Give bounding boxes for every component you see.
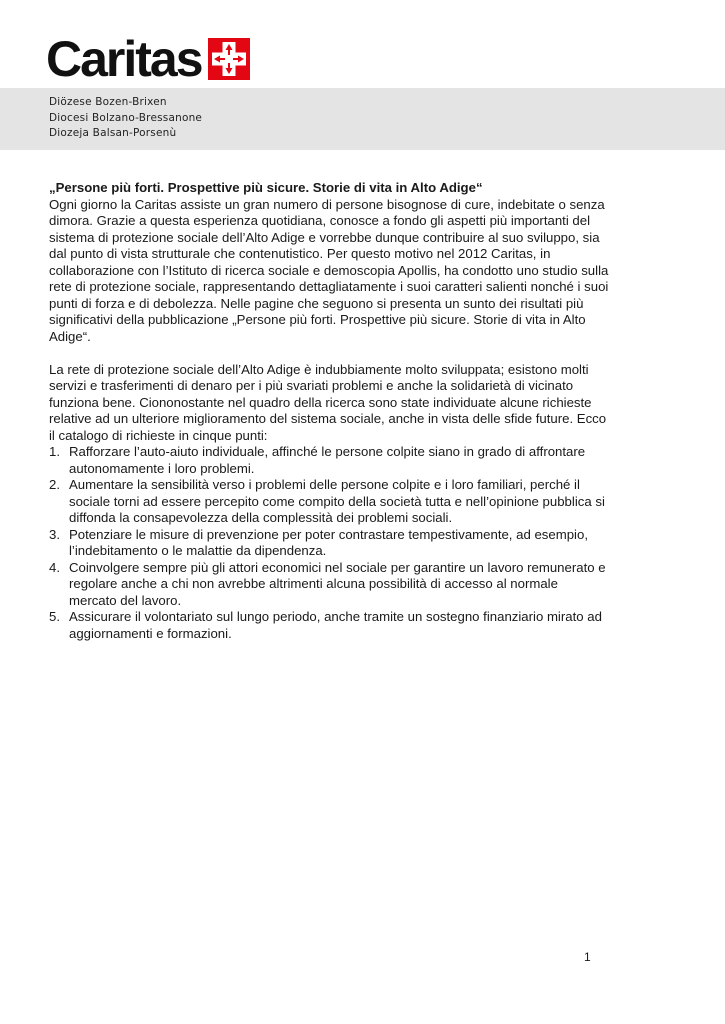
list-item: [49, 560, 609, 610]
page-number: 1: [584, 950, 591, 964]
list-item: [49, 609, 609, 642]
intro-paragraph: Ogni giorno la Caritas assiste un gran numero di persone bisognose di cure, indebitate o senza dimora. Grazie a questa esperienza quotidiana, conosce a fondo gli aspetti più importanti del sistema di protezione sociale dell’Alto Adige e vorrebbe dunque contribuire al suo sviluppo, sia dal punto di vista strutturale che contenutistico. Per questo motivo nel 2012 Caritas, in collaborazione con l’Istituto di ricerca sociale e demoscopia Apollis, ha condotto uno studio sulla rete di protezione sociale, rappresentando dettagliatamente i suoi caratteri salienti nonché i suoi punti di forza e di debolezza. Nelle pagine che seguono si presenta un sunto dei risultati più significativi della pubblicazione „Persone più forti. Prospettive più sicure. Storie di vita in Alto Adige“.: [49, 196, 609, 344]
list-number: 4.: [49, 559, 60, 575]
document-body: [49, 180, 609, 642]
list-item: [49, 527, 609, 560]
document-title: „Persone più forti. Prospettive più sicure. Storie di vita in Alto Adige“: [49, 180, 483, 195]
diocese-name-italian: Diocesi Bolzano-Bressanone: [49, 111, 203, 124]
requests-list: [49, 444, 609, 642]
list-text: Potenziare le misure di prevenzione per poter contrastare tempestivamente, ad esempio, l’indebitamento o le malattie da dipendenza.: [69, 526, 588, 558]
list-item: [49, 477, 609, 527]
list-text: Aumentare la sensibilità verso i problemi delle persone colpite e i loro familiari, perché il sociale torni ad essere percepito come compito della società tutta e nell’opinione pubblica si diffonda la consapevolezza della complessità dei problemi sociali.: [69, 477, 605, 525]
list-text: Coinvolgere sempre più gli attori economici nel sociale per garantire un lavoro remunerato e regolare anche a chi non avrebbe altrimenti alcuna possibilità di accesso al normale mercato del lavoro.: [69, 559, 606, 608]
logo-wordmark: Caritas: [46, 31, 202, 87]
list-text: Rafforzare l’auto-aiuto individuale, affinché le persone colpite siano in grado di affrontare autonomamente i loro problemi.: [69, 444, 586, 476]
caritas-logo: [46, 31, 250, 87]
list-number: 5.: [49, 609, 60, 624]
list-text: Assicurare il volontariato sul lungo periodo, anche tramite un sostegno finanziario mirato ad aggiornamenti e formazioni.: [69, 609, 602, 641]
diocese-names: [49, 95, 202, 142]
caritas-flame-cross-icon: [208, 38, 250, 80]
network-paragraph: La rete di protezione sociale dell’Alto Adige è indubbiamente molto sviluppata; esistono molti servizi e trasferimenti di denaro per i più svariati problemi e anche la solidarietà di vicinato funziona bene. Ciononostante nel quadro della ricerca sono state individuate alcune richieste relative ad un ulteriore miglioramento del sistema sociale, anche in vista delle sfide future. Ecco il catalogo di richieste in cinque punti:: [49, 361, 607, 443]
diocese-name-german: Diözese Bozen-Brixen: [49, 96, 167, 108]
list-number: 1.: [49, 444, 60, 459]
list-number: 2.: [49, 477, 60, 492]
list-item: [49, 444, 609, 477]
list-number: 3.: [49, 526, 60, 542]
diocese-name-ladin: Diozeja Balsan-Porsenù: [49, 127, 177, 139]
